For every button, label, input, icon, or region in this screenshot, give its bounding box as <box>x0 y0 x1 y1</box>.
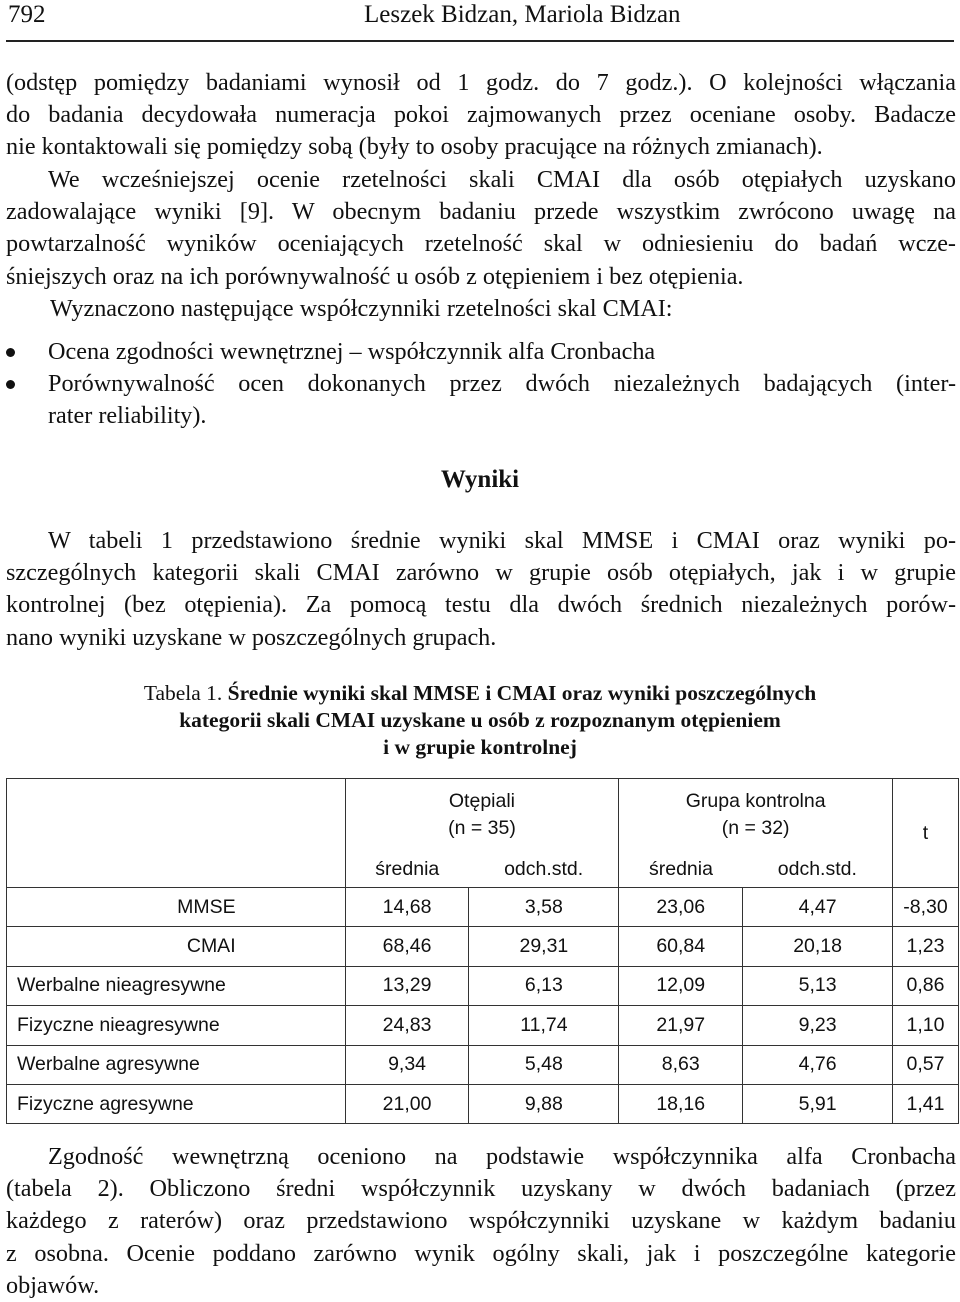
cell-t: 0,57 <box>893 1045 959 1084</box>
table-row <box>7 1045 959 1084</box>
cell-sd-dementia: 9,88 <box>469 1084 619 1123</box>
caption-title-line: kategorii skali CMAI uzyskane u osób z rozpoznanym otępieniem <box>179 708 781 732</box>
text-line: szczególnych kategorii skali CMAI zarówno w grupie osób otępiałych, jak i w grupie <box>6 559 956 587</box>
cell-t: -8,30 <box>893 888 959 927</box>
text-line: kontrolnej (bez otępienia). Za pomocą testu dla dwóch średnich niezależnych porów- <box>6 591 956 619</box>
row-label: CMAI <box>7 927 346 966</box>
caption-title-line: i w grupie kontrolnej <box>383 735 577 759</box>
text-line: z osobna. Ocenie poddano zarówno wynik ogólny skali, jak i poszczególne kategorie <box>6 1239 956 1267</box>
text-line: W tabeli 1 przedstawiono średnie wyniki skal MMSE i CMAI oraz wyniki po- <box>48 527 956 554</box>
cell-mean-control: 18,16 <box>619 1084 743 1123</box>
bullet-icon <box>6 380 15 389</box>
list-item <box>6 368 956 432</box>
text-line: każdego z raterów) oraz przedstawiono współczynniki uzyskane w każdym badaniu <box>6 1207 956 1235</box>
text-line: nie kontaktowali się pomiędzy sobą (były to osoby pracujące na różnych zmianach). <box>6 133 823 161</box>
table-corner-cell <box>7 779 346 852</box>
table-row <box>7 966 959 1005</box>
cell-sd-control: 4,76 <box>743 1045 893 1084</box>
closing-paragraph <box>6 1141 956 1302</box>
group-name: Grupa kontrolna <box>685 790 826 812</box>
subheader-sd: odch.std. <box>743 851 893 888</box>
text-line: Ocena zgodności wewnętrznej – współczynnik alfa Cronbacha <box>48 338 656 365</box>
methods-paragraph <box>6 164 956 293</box>
header-rule <box>6 40 954 42</box>
cell-mean-dementia: 13,29 <box>345 966 469 1005</box>
results-table <box>6 778 959 1124</box>
text-line: We wcześniejszej ocenie rzetelności skali CMAI dla osób otępiałych uzyskano <box>48 166 956 193</box>
cell-t: 1,23 <box>893 927 959 966</box>
text-line: śniejszych oraz na ich porównywalność u osób z otępieniem i bez otępienia. <box>6 262 744 290</box>
group-count: (n = 35) <box>448 817 516 839</box>
table-row <box>7 1084 959 1123</box>
cell-sd-control: 5,13 <box>743 966 893 1005</box>
cell-t: 1,41 <box>893 1084 959 1123</box>
cell-sd-dementia: 3,58 <box>469 888 619 927</box>
cell-mean-dementia: 14,68 <box>345 888 469 927</box>
text-line: do badania decydowała numeracja pokoi zajmowanych przez oceniane osoby. Badacze <box>6 101 956 129</box>
table-corner-cell <box>7 851 346 888</box>
group-header-control <box>619 779 893 852</box>
cell-sd-dementia: 29,31 <box>469 927 619 966</box>
subheader-mean: średnia <box>619 851 743 888</box>
row-label: Fizyczne nieagresywne <box>7 1006 346 1045</box>
text-line: (tabela 2). Obliczono średni współczynnik uzyskany w dwóch badaniach (przez <box>6 1175 956 1203</box>
row-label: MMSE <box>7 888 346 927</box>
text-line: zadowalające wyniki [9]. W obecnym badaniu przede wszystkim zwrócono uwagę na <box>6 198 956 226</box>
cell-sd-dementia: 6,13 <box>469 966 619 1005</box>
caption-label: Tabela 1. <box>143 681 223 705</box>
list-item <box>6 336 956 368</box>
row-label: Fizyczne agresywne <box>7 1084 346 1123</box>
table-subheader-row <box>7 851 959 888</box>
caption-title-line: Średnie wyniki skal MMSE i CMAI oraz wyniki poszczególnych <box>227 681 817 705</box>
text-line: nano wyniki uzyskane w poszczególnych grupach. <box>6 623 497 651</box>
cell-sd-control: 9,23 <box>743 1006 893 1045</box>
cell-mean-control: 21,97 <box>619 1006 743 1045</box>
coefficient-list <box>6 336 956 433</box>
row-label: Werbalne agresywne <box>7 1045 346 1084</box>
running-header <box>8 0 954 38</box>
cell-mean-dementia: 24,83 <box>345 1006 469 1045</box>
cell-sd-control: 5,91 <box>743 1084 893 1123</box>
cell-mean-dementia: 68,46 <box>345 927 469 966</box>
table-row <box>7 888 959 927</box>
group-header-dementia <box>345 779 619 852</box>
cell-t: 0,86 <box>893 966 959 1005</box>
text-line: rater reliability). <box>48 402 207 430</box>
text-line: (odstęp pomiędzy badaniami wynosił od 1 godz. do 7 godz.). O kolejności włączania <box>6 69 956 96</box>
page-number: 792 <box>8 1 46 28</box>
results-paragraph <box>6 525 956 654</box>
cell-t: 1,10 <box>893 1006 959 1045</box>
table-header-row <box>7 779 959 852</box>
cell-mean-control: 23,06 <box>619 888 743 927</box>
text-line: objawów. <box>6 1271 100 1299</box>
subheader-mean: średnia <box>345 851 469 888</box>
subheader-sd: odch.std. <box>469 851 619 888</box>
coefficients-intro <box>6 293 956 325</box>
text-line: Zgodność wewnętrzną oceniono na podstawie współczynnika alfa Cronbacha <box>48 1143 956 1170</box>
intro-paragraph <box>6 67 956 164</box>
section-heading: Wyniki <box>440 466 520 493</box>
cell-sd-dementia: 11,74 <box>469 1006 619 1045</box>
cell-sd-control: 20,18 <box>743 927 893 966</box>
cell-mean-control: 60,84 <box>619 927 743 966</box>
table-row <box>7 1006 959 1045</box>
text-line: Porównywalność ocen dokonanych przez dwóch niezależnych badających (inter- <box>48 370 956 398</box>
row-label: Werbalne nieagresywne <box>7 966 346 1005</box>
table-row <box>7 927 959 966</box>
cell-sd-control: 4,47 <box>743 888 893 927</box>
cell-mean-dementia: 9,34 <box>345 1045 469 1084</box>
cell-mean-control: 12,09 <box>619 966 743 1005</box>
running-header-authors: Leszek Bidzan, Mariola Bidzan <box>364 1 681 28</box>
cell-mean-dementia: 21,00 <box>345 1084 469 1123</box>
group-count: (n = 32) <box>721 817 790 839</box>
table-caption <box>60 680 900 761</box>
group-name: Otępiali <box>448 790 516 812</box>
cell-mean-control: 8,63 <box>619 1045 743 1084</box>
text-line: powtarzalność wyników oceniających rzetelność skal w odniesieniu do badań wcze- <box>6 230 956 258</box>
t-header: t <box>893 779 959 888</box>
cell-sd-dementia: 5,48 <box>469 1045 619 1084</box>
text-line: Wyznaczono następujące współczynniki rzetelności skal CMAI: <box>50 295 673 322</box>
bullet-icon <box>6 348 15 357</box>
